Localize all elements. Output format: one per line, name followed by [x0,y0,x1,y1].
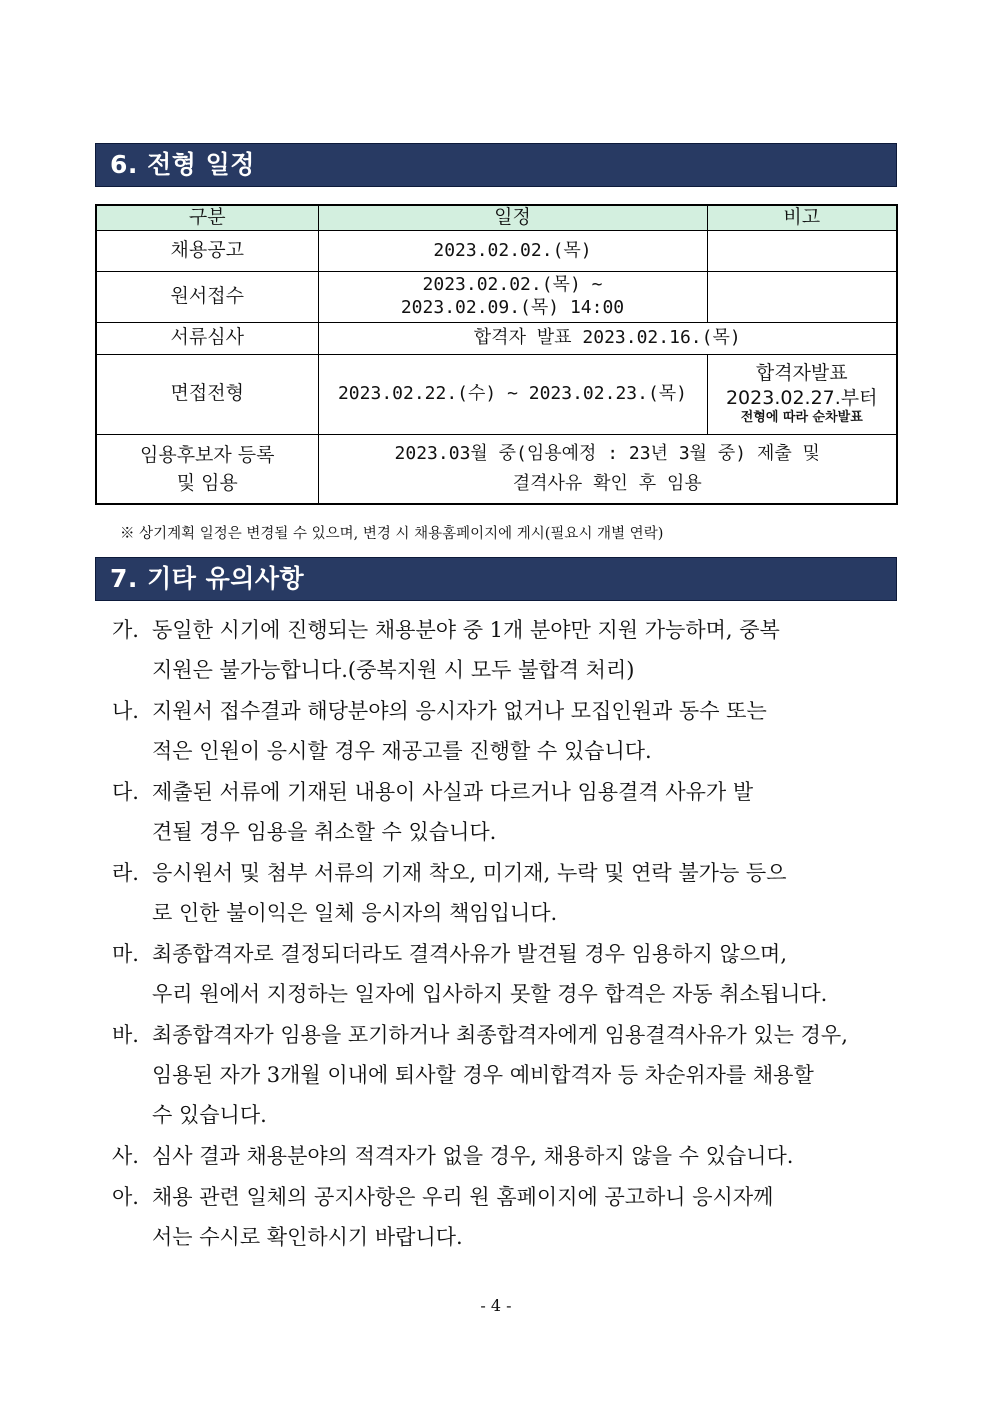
list-item [112,934,897,1014]
item-line: 서는 수시로 확인하시기 바랍니다. [152,1225,463,1249]
item-line: 최종합격자가 임용을 포기하거나 최종합격자에게 임용결격사유가 있는 경우, [152,1023,848,1047]
item-marker: 아. [112,1185,139,1209]
item-line: 심사 결과 채용분야의 적격자가 없을 경우, 채용하지 않을 수 있습니다. [152,1144,794,1168]
row-schedule: 2023.02.02.(목) [318,230,707,271]
item-text [152,853,897,933]
schedule-line: 2023.02.02.(목) ~ [422,274,603,296]
item-text [152,772,897,852]
section-7-header: 7. 기타 유의사항 [95,557,897,601]
label-line: 및 임용 [176,472,238,494]
item-line: 지원서 접수결과 해당분야의 응시자가 없거나 모집인원과 동수 또는 [152,699,767,723]
table-row [96,434,897,504]
section-6-header: 6. 전형 일정 [95,143,897,187]
remark-line: 2023.02.27.부터 [725,386,878,409]
schedule-line: 결격사유 확인 후 임용 [512,473,702,494]
row-schedule [318,434,897,504]
item-line: 적은 인원이 응시할 경우 재공고를 진행할 수 있습니다. [152,739,652,763]
item-line: 응시원서 및 첨부 서류의 기재 착오, 미기재, 누락 및 연락 불가능 등으 [152,861,787,885]
item-marker: 사. [112,1144,139,1168]
item-line: 최종합격자로 결정되더라도 결격사유가 발견될 경우 임용하지 않으며, [152,942,788,966]
item-marker: 나. [112,699,139,723]
item-text [152,1015,897,1135]
list-item [112,1136,897,1176]
row-label: 채용공고 [96,230,318,271]
schedule-table [95,204,898,505]
item-line: 우리 원에서 지정하는 일자에 입사하지 못할 경우 합격은 자동 취소됩니다. [152,982,828,1006]
item-marker: 가. [112,618,139,642]
schedule-line: 2023.03월 중(임용예정 : 23년 3월 중) 제출 및 [394,443,820,465]
item-marker: 다. [112,780,139,804]
list-item [112,853,897,933]
item-line: 채용 관련 일체의 공지사항은 우리 원 홈페이지에 공고하니 응시자께 [152,1185,774,1209]
page-number: - 4 - [480,1296,512,1315]
list-item [112,1177,897,1257]
item-line: 로 인한 불이익은 일체 응시자의 책임입니다. [152,901,558,925]
item-marker: 라. [112,861,139,885]
notice-list [112,610,897,1258]
row-remarks [707,354,897,434]
row-schedule [318,271,707,322]
row-label [96,434,318,504]
row-label: 면접전형 [96,354,318,434]
remark-line: 합격자발표 [755,362,848,385]
row-schedule: 합격자 발표 2023.02.16.(목) [318,322,897,354]
schedule-note: ※ 상기계획 일정은 변경될 수 있으며, 변경 시 채용홈페이지에 게시(필요시 개별 연락) [120,526,664,542]
item-line: 동일한 시기에 진행되는 채용분야 중 1개 분야만 지원 가능하며, 중복 [152,618,780,642]
list-item [112,610,897,690]
row-label: 서류심사 [96,322,318,354]
table-row [96,230,897,271]
table-row [96,322,897,354]
remark-subnote: 전형에 따라 순차발표 [740,410,863,426]
item-line: 임용된 자가 3개월 이내에 퇴사할 경우 예비합격자 등 차순위자를 채용할 [152,1063,814,1087]
list-item [112,691,897,771]
list-item [112,772,897,852]
row-label: 원서접수 [96,271,318,322]
column-header-schedule: 일정 [318,205,707,230]
list-item [112,1015,897,1135]
table-row [96,354,897,434]
row-remarks [707,271,897,322]
item-marker: 바. [112,1023,139,1047]
item-line: 견될 경우 임용을 취소할 수 있습니다. [152,820,497,844]
item-marker: 마. [112,942,139,966]
item-line: 지원은 불가능합니다.(중복지원 시 모두 불합격 처리) [152,658,635,682]
row-remarks [707,230,897,271]
item-line: 수 있습니다. [152,1103,267,1127]
table-row [96,271,897,322]
item-text [152,610,897,690]
item-text [152,934,897,1014]
column-header-category: 구분 [96,205,318,230]
schedule-line: 2023.02.09.(목) 14:00 [400,296,625,318]
column-header-remarks: 비고 [707,205,897,230]
label-line: 임용후보자 등록 [139,443,275,466]
item-text [152,691,897,771]
item-text [152,1177,897,1257]
item-text [152,1136,897,1176]
row-schedule: 2023.02.22.(수) ~ 2023.02.23.(목) [318,354,707,434]
table-header-row [96,205,897,230]
item-line: 제출된 서류에 기재된 내용이 사실과 다르거나 임용결격 사유가 발 [152,780,754,804]
